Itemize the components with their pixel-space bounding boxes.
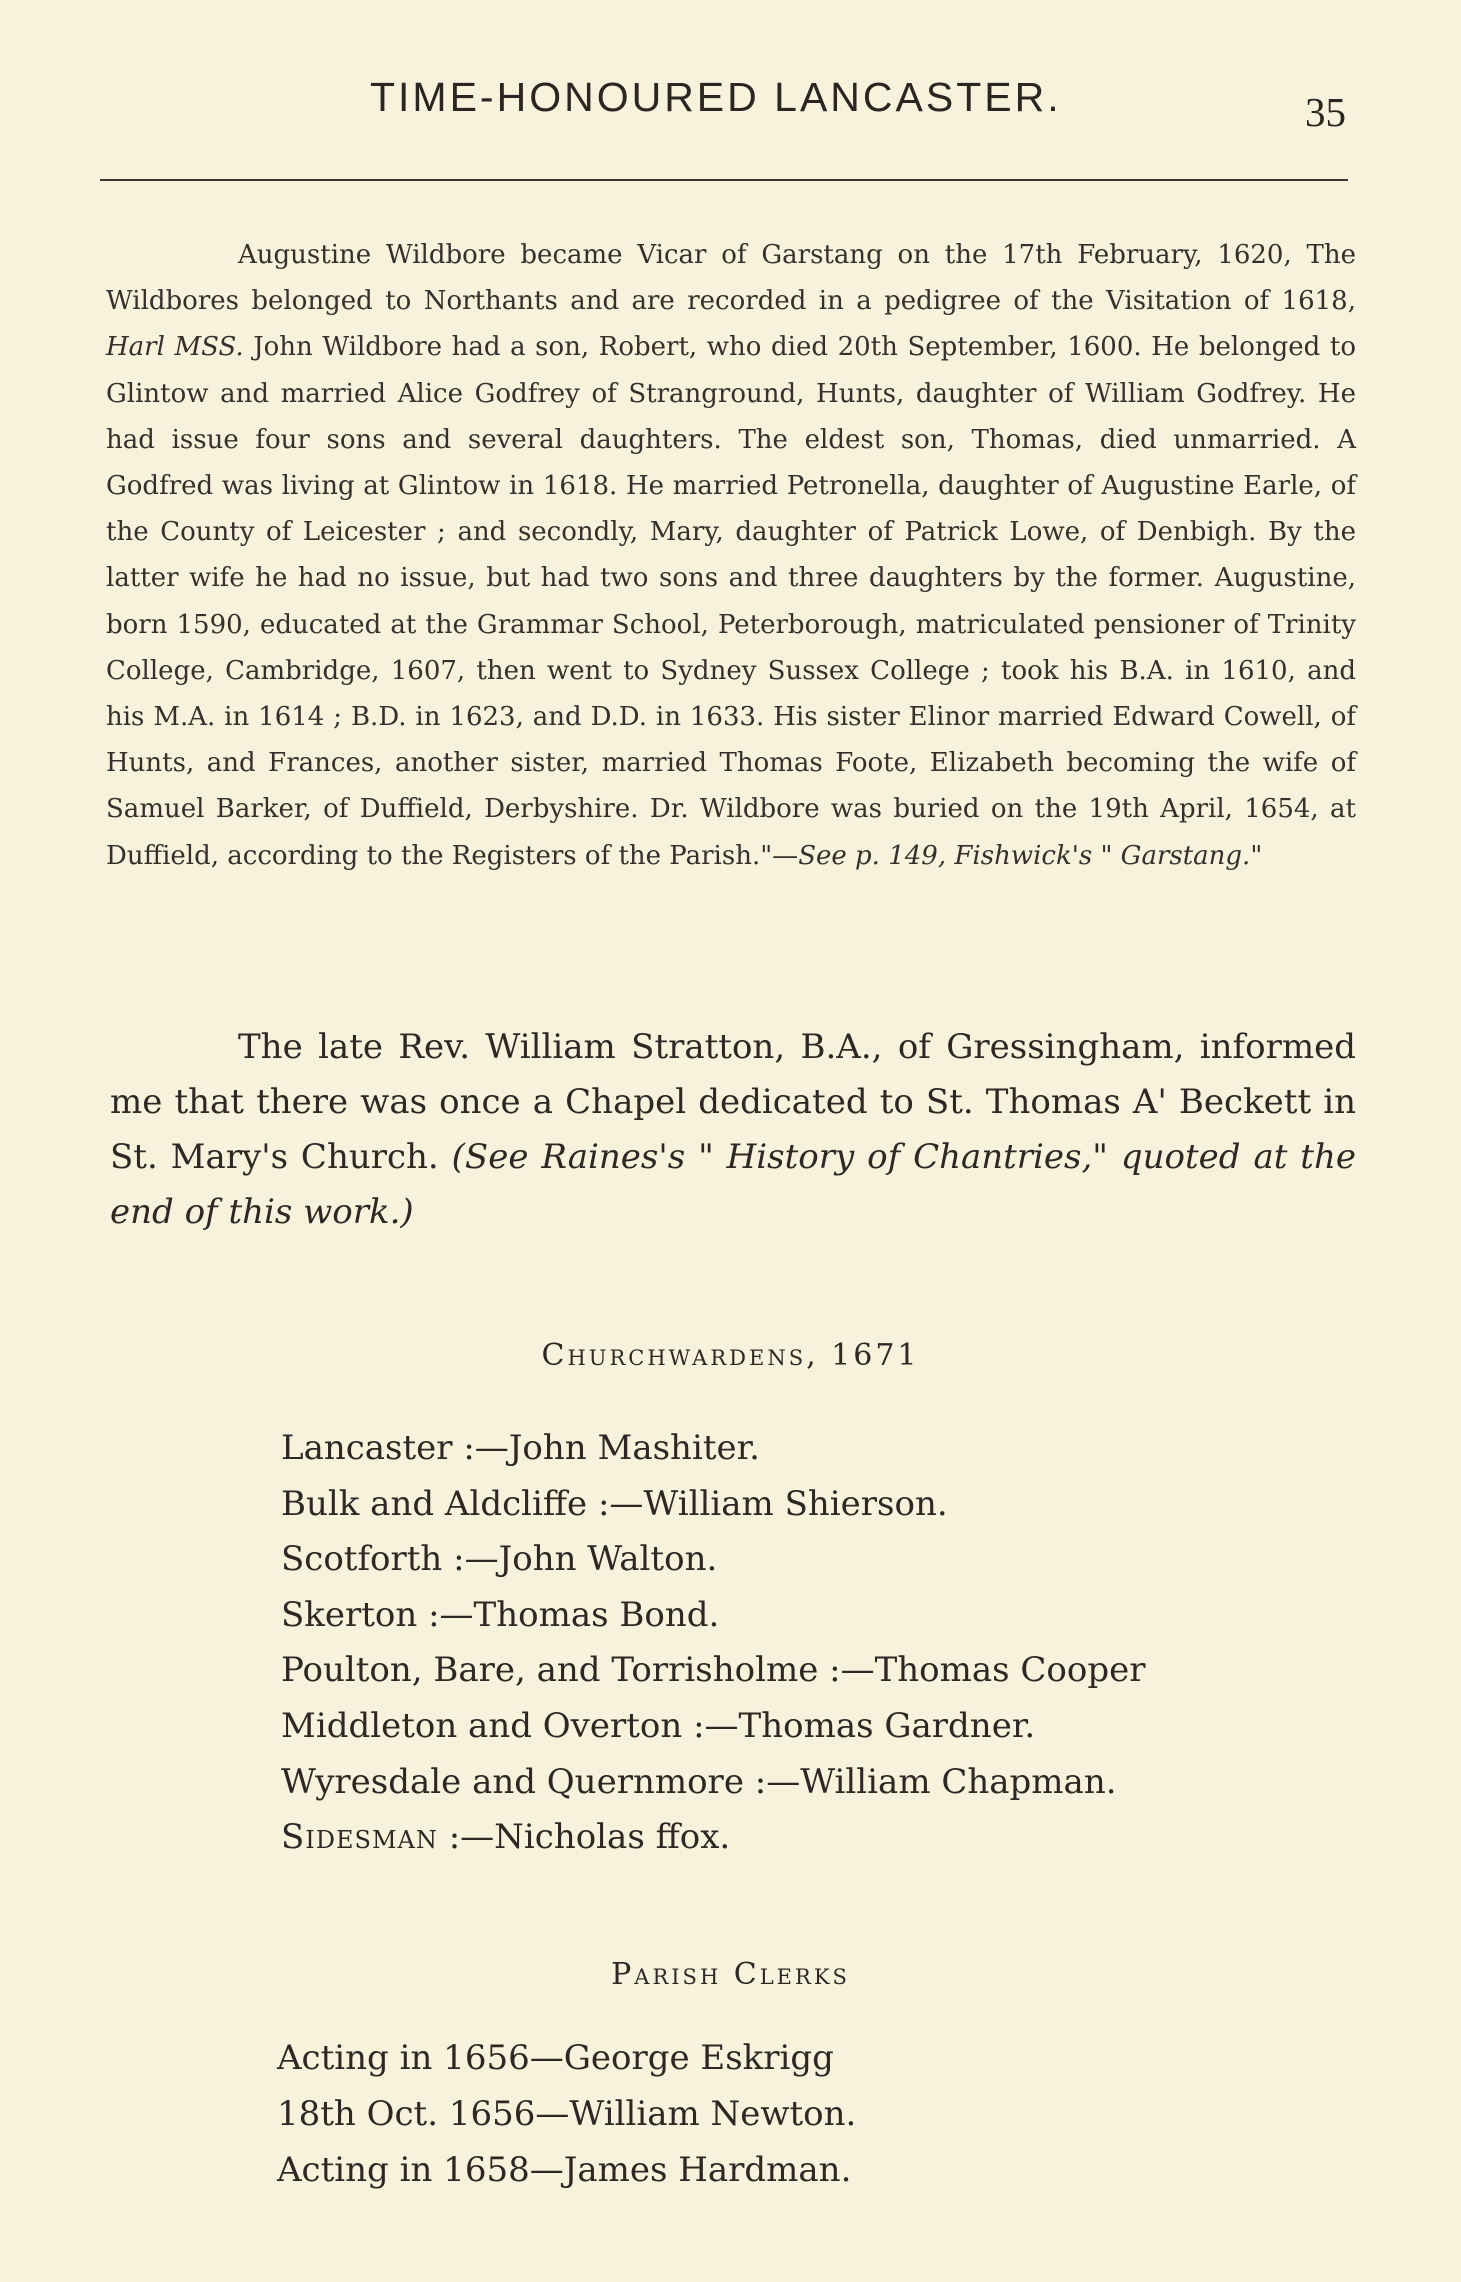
sidesman-label: Sidesman (281, 1817, 438, 1858)
quotation-paragraph (106, 232, 1356, 879)
quote-text-2: John Wildbore had a son, Robert, who died 20th September, 1600. He belonged to Glintow and married Alice Godfrey of Stranground, Hunts, daughter of William Godfrey. He had issue four sons and several daughters. The eldest son, Thomas, died unmarried. A Godfred was living at Glintow in 1618. He married Petronella, daughter of Augustine Earle, of the County of Leicester ; and secondly, Mary, daughter of Patrick Lowe, of Denbigh. By the latter wife he had no issue, but had two sons and three daughters by the former. Augustine, born 1590, educated at the Grammar School, Peterborough, matriculated pensioner of Trinity College, Cambridge, 1607, then went to Sydney Sussex College ; took his B.A. in 1610, and his M.A. in 1614 ; B.D. in 1623, and D.D. in 1633. His sister Elinor married Edward Cowell, of Hunts, and Frances, another sister, married Thomas Foote, Elizabeth becoming the wife of Samuel Barker, of Duffield, Derbyshire. Dr. Wildbore was buried on the 19th April, 1654, at Duffield, according to the Registers of the Parish."— (106, 332, 1357, 871)
running-title: TIME-HONOURED LANCASTER. (370, 74, 1062, 120)
header-rule (100, 179, 1348, 181)
parish-clerks-list (277, 2030, 856, 2198)
sidesman-value: :—Nicholas ffox. (437, 1817, 731, 1858)
sidesman-entry (281, 1810, 1145, 1866)
list-item: Wyresdale and Quernmore :—William Chapman. (281, 1761, 1117, 1802)
quote-italic-2: See p. 149, Fishwick's " Garstang." (798, 840, 1263, 871)
list-item: Scotforth :—John Walton. (281, 1539, 718, 1580)
wildbore-quotation (106, 232, 1356, 879)
page-number: 35 (1305, 89, 1346, 135)
churchwardens-heading: Churchwardens, 1671 (541, 1338, 920, 1373)
list-item: Skerton :—Thomas Bond. (281, 1594, 720, 1635)
list-item: Lancaster :—John Mashiter. (281, 1428, 760, 1468)
stratton-text-block (110, 1020, 1356, 1240)
list-item: Poulton, Bare, and Torrisholme :—Thomas Cooper (281, 1650, 1146, 1691)
churchwardens-list (281, 1421, 1145, 1866)
list-item: 18th Oct. 1656—William Newton. (277, 2094, 857, 2134)
list-item: Bulk and Aldcliffe :—William Shierson. (281, 1483, 948, 1524)
list-item: Acting in 1658—James Hardman. (277, 2150, 852, 2190)
stratton-reference: (See Raines's " History of Chantries," quoted at the end of this work.) (110, 1137, 1356, 1232)
stratton-paragraph (110, 1020, 1356, 1240)
stratton-text: The late Rev. William Stratton, B.A., of Gressingham, informed me that there was once a Chapel dedicated to St. Thomas A' Beckett in St. Mary's Church. (110, 1027, 1356, 1177)
quote-italic-1: Harl MSS. (106, 332, 244, 363)
quote-text-1: Augustine Wildbore became Vicar of Garstang on the 17th February, 1620, The Wildbores belonged to Northants and are recorded in a pedigree of the Visitation of 1618, (106, 240, 1356, 317)
list-item: Acting in 1656—George Eskrigg (277, 2038, 834, 2078)
parish-clerks-heading: Parish Clerks (611, 1957, 850, 1992)
list-item: Middleton and Overton :—Thomas Gardner. (281, 1705, 1036, 1746)
